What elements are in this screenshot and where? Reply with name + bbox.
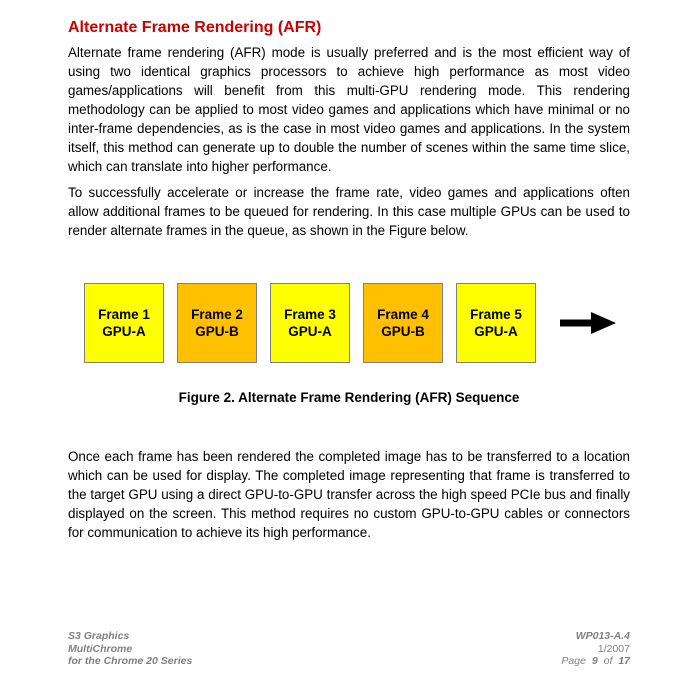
afr-figure [84,283,630,363]
frame-label: Frame 2 [191,307,243,322]
footer-page-indicator [561,655,630,668]
footer-company: S3 Graphics [68,630,130,642]
body-paragraph-2: To successfully accelerate or increase the frame rate, video games and applications often allow additional frames to be queued for rendering. In this case multiple GPUs can be used to render alternate frames in the queue, as shown in the Figure below. [68,185,630,238]
frame-box [177,283,257,363]
frame-box [84,283,164,363]
page-number: 9 [591,655,598,668]
page-total: 17 [618,655,630,668]
gpu-label: GPU-B [195,324,239,339]
body-paragraph-1: Alternate frame rendering (AFR) mode is usually preferred and is the most efficient way of using two identical graphics processors to achieve high performance as most video games/applications will benefit from this multi-GPU rendering mode. This rendering methodology can be applied to most video games and applications which have minimal or no inter-frame dependencies, as is the case in most video games and applications. In the system itself, this method can generate up to double the number of scenes within the same time slice, which can translate into higher performance. [68,45,630,174]
gpu-label: GPU-A [288,324,332,339]
page-content [68,19,630,549]
body-paragraph-3: Once each frame has been rendered the completed image has to be transferred to a location which can be used for display. The completed image representing that frame is transferred to the target GPU using a direct GPU-to-GPU transfer across the high speed PCIe bus and finally displayed on the screen. This method requires no custom GPU-to-GPU cables or connectors for communication to achieve its high performance. [68,449,630,540]
right-arrow-icon [560,311,616,335]
frame-label: Frame 3 [284,307,336,322]
footer-right [561,630,630,668]
gpu-label: GPU-A [102,324,146,339]
section-title: Alternate Frame Rendering (AFR) [68,19,322,36]
frame-label: Frame 5 [470,307,522,322]
frame-label: Frame 1 [98,307,150,322]
gpu-label: GPU-B [381,324,425,339]
frame-box [456,283,536,363]
gpu-label: GPU-A [474,324,518,339]
page-footer [68,630,630,668]
footer-doc-id: WP013-A.4 [575,630,630,642]
footer-product: MultiChrome [68,642,133,655]
figure-caption: Figure 2. Alternate Frame Rendering (AFR) Sequence [178,390,520,405]
footer-left [68,630,192,668]
page-label: Page [561,655,586,668]
of-label: of [603,655,613,668]
frame-label: Frame 4 [377,307,429,322]
footer-date: 1/2007 [597,642,630,655]
footer-series: for the Chrome 20 Series [68,655,193,668]
frame-box [270,283,350,363]
frame-box [363,283,443,363]
